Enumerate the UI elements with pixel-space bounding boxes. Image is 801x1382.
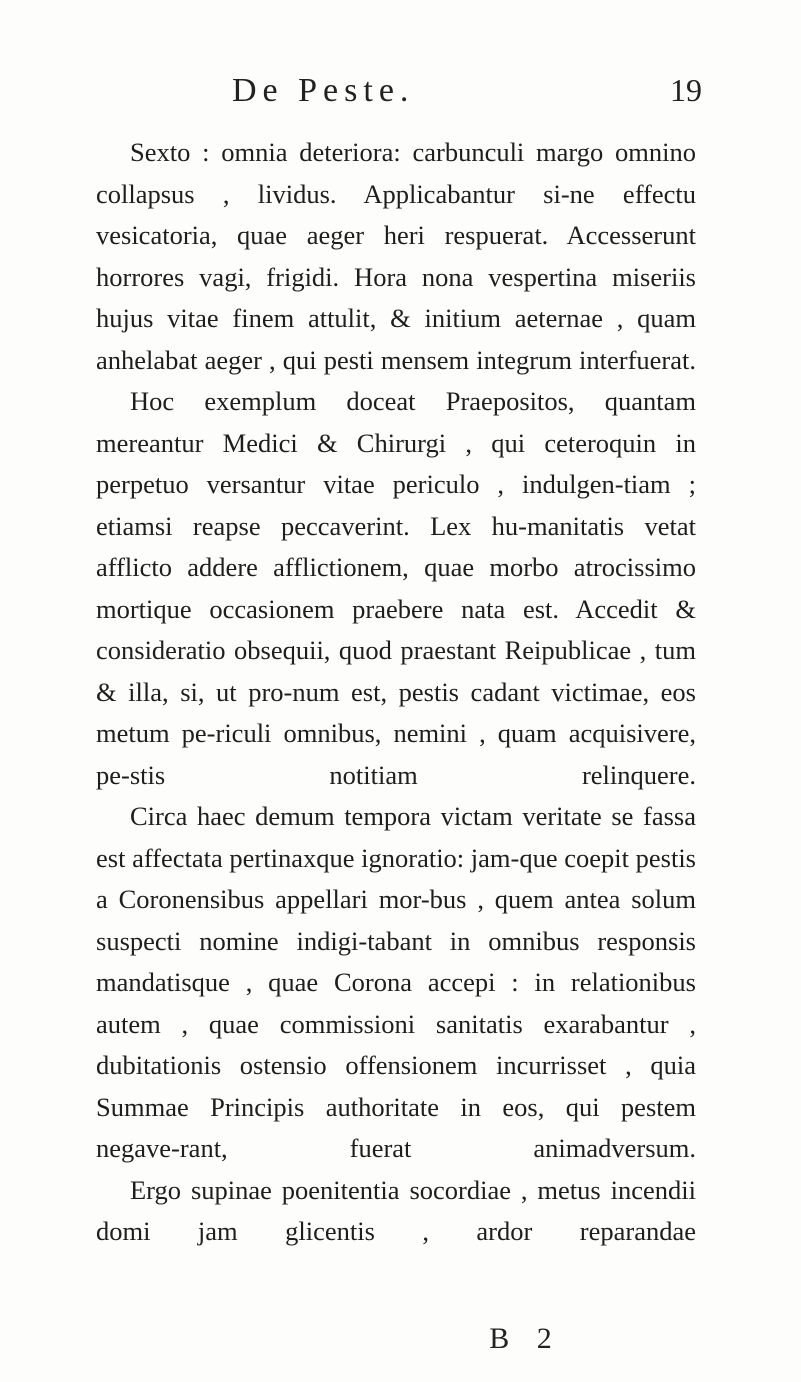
paragraph-4: Ergo supinae poenitentia socordiae , metus incendii domi jam glicentis , ardor reparandae: [96, 1174, 696, 1246]
paragraph-1: Sexto : omnia deteriora: carbunculi margo omnino collapsus , lividus. Applicabantur si-ne effectu vesicatoria, quae aeger heri respuerat. Accesserunt horrores vagi, frigidi. Hora nona vespertina miseriis hujus vitae finem attulit, & initium aeternae , quam anhelabat aeger , qui pesti mensem integrum interfuerat.: [96, 137, 696, 375]
running-head: De Peste.: [232, 72, 415, 109]
signature-mark: B 2: [489, 1322, 562, 1355]
page-header: [232, 72, 702, 116]
paragraph-2: Hoc exemplum doceat Praepositos, quantam mereantur Medici & Chirurgi , qui ceteroquin in perpetuo versantur vitae periculo , indulgen-tiam ; etiamsi reapse peccaverint. Lex hu-manitatis vetat afflicto addere afflictionem, quae morbo atrocissimo mortique occasionem praebere nata est. Accedit & consideratio obsequii, quod praestant Reipublicae , tum & illa, si, ut pro-num est, pestis cadant victimae, eos metum pe-riculi omnibus, nemini , quam acquisivere, pe-stis notitiam relinquere.: [96, 386, 696, 790]
paragraph-3: Circa haec demum tempora victam veritate se fassa est affectata pertinaxque ignoratio: jam-que coepit pestis a Coronensibus appellari mor-bus , quem antea solum suspecti nomine indigi-tabant in omnibus responsis mandatisque , quae Corona accepi : in relationibus autem , quae commissioni sanitatis exarabantur , dubitationis ostensio offensionem incurrisset , quia Summae Principis authoritate in eos, qui pestem negave-rant, fuerat animadversum.: [96, 801, 696, 1163]
page-number: 19: [670, 72, 702, 108]
body-text: [96, 132, 696, 1253]
